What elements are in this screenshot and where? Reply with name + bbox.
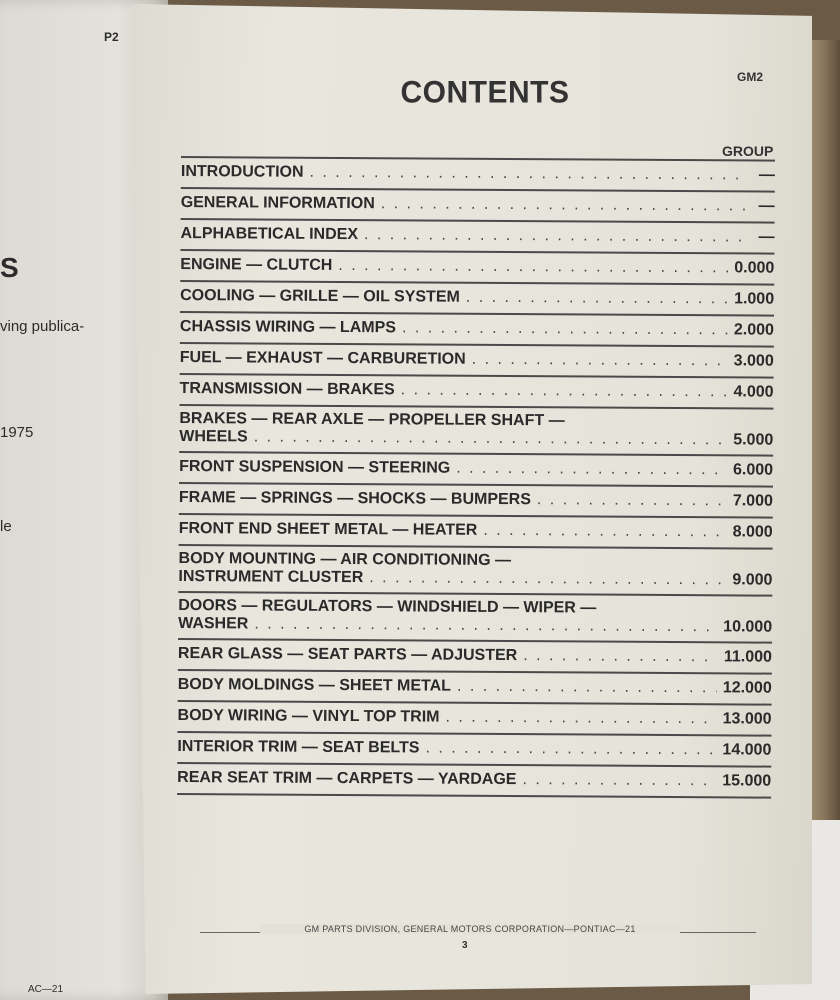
page-title: CONTENTS (400, 75, 570, 110)
toc-entry-group: 2.000 (733, 321, 774, 339)
dot-leader (364, 226, 749, 246)
dot-leader (401, 381, 728, 401)
toc-entry-title: COOLING — GRILLE — OIL SYSTEM (180, 286, 460, 306)
toc-entry-title: INTERIOR TRIM — SEAT BELTS (177, 737, 420, 757)
toc-entry (180, 218, 774, 253)
left-page-heading-fragment: S (0, 252, 19, 283)
table-of-contents (177, 156, 775, 799)
toc-entry (179, 451, 773, 486)
toc-entry-group: 8.000 (732, 523, 773, 541)
toc-entry-group: 11.000 (723, 648, 773, 666)
dot-leader (310, 164, 749, 185)
toc-entry-title-continued: WHEELS (179, 427, 248, 446)
toc-entry-title: TRANSMISSION — BRAKES (179, 379, 395, 399)
toc-entry (181, 187, 775, 222)
toc-entry-group: — (758, 228, 775, 246)
toc-entry-group: 9.000 (732, 571, 773, 589)
dot-leader (537, 491, 727, 510)
toc-entry-title: FUEL — EXHAUST — CARBURETION (179, 348, 466, 368)
toc-entry-group: 3.000 (733, 352, 774, 370)
toc-entry-group: 10.000 (723, 618, 773, 636)
toc-entry (181, 156, 775, 191)
dot-leader (483, 522, 726, 541)
dot-leader (402, 319, 728, 339)
toc-entry-group: — (758, 166, 775, 184)
toc-entry (180, 249, 774, 284)
toc-entry (178, 638, 772, 673)
toc-entry (179, 373, 773, 408)
dot-leader (381, 195, 749, 215)
dot-leader (445, 709, 716, 729)
toc-entry-title: BODY MOUNTING — AIR CONDITIONING — (178, 549, 512, 570)
dot-leader (466, 289, 728, 309)
toc-entry (180, 280, 774, 315)
toc-entry-title: ALPHABETICAL INDEX (180, 224, 359, 244)
toc-entry-title: CHASSIS WIRING — LAMPS (179, 317, 397, 337)
dot-leader (254, 615, 717, 636)
group-column-header: GROUP (722, 143, 774, 159)
toc-entry-title-continued: INSTRUMENT CLUSTER (178, 567, 364, 587)
toc-entry-title: DOORS — REGULATORS — WINDSHIELD — WIPER — (178, 596, 597, 617)
dot-leader (369, 569, 726, 589)
toc-entry-title: BODY WIRING — VINYL TOP TRIM (177, 706, 440, 726)
toc-entry-title: BODY MOLDINGS — SHEET METAL (177, 675, 452, 695)
dot-leader (254, 428, 728, 449)
toc-entry-group: 13.000 (722, 710, 772, 728)
page-footer: GM PARTS DIVISION, GENERAL MOTORS CORPORATION—PONTIAC—21 (260, 924, 680, 934)
toc-entry-title: INTRODUCTION (180, 162, 304, 181)
toc-entry-title: REAR GLASS — SEAT PARTS — ADJUSTER (177, 644, 518, 665)
toc-entry-group: 6.000 (732, 461, 774, 479)
toc-entry-title: FRAME — SPRINGS — SHOCKS — BUMPERS (178, 488, 531, 509)
toc-entry (180, 311, 774, 346)
left-page-text-fragment: ving publica- (0, 318, 85, 335)
page-number: 3 (462, 940, 468, 951)
toc-entry-group: 4.000 (733, 383, 774, 401)
toc-entry-group: 5.000 (733, 431, 774, 449)
toc-entry-group: 1.000 (734, 290, 775, 308)
toc-entry-title: BRAKES — REAR AXLE — PROPELLER SHAFT — (179, 409, 565, 430)
toc-entry-group: 14.000 (722, 741, 772, 759)
toc-entry (178, 591, 772, 642)
toc-entry-title: REAR SEAT TRIM — CARPETS — YARDAGE (177, 768, 517, 789)
toc-entry (178, 669, 772, 704)
toc-entry-group: — (758, 197, 775, 215)
toc-entry (179, 404, 773, 455)
dot-leader (456, 460, 727, 480)
dot-leader (523, 647, 718, 666)
toc-entry (180, 342, 774, 377)
left-page-text-fragment: 1975 (0, 424, 34, 441)
toc-entry (177, 700, 771, 735)
dot-leader (472, 351, 728, 371)
toc-entry (179, 513, 773, 548)
toc-entry-group: 12.000 (722, 679, 772, 697)
left-page-footer-fragment: AC—21 (28, 984, 64, 995)
toc-entry-title: ENGINE — CLUTCH (180, 255, 333, 274)
left-page-text-fragment: le (0, 518, 12, 535)
dot-leader (338, 257, 728, 277)
toc-entry-title: FRONT END SHEET METAL — HEATER (178, 519, 478, 539)
toc-entry-title: FRONT SUSPENSION — STEERING (179, 457, 451, 477)
left-page-code: P2 (104, 30, 119, 44)
toc-entry-title-continued: WASHER (178, 614, 249, 633)
toc-entry (178, 544, 772, 595)
toc-entry (179, 482, 773, 517)
toc-entry-group: 0.000 (734, 259, 775, 277)
page-code: GM2 (737, 70, 764, 84)
toc-entry-group: 15.000 (722, 772, 772, 790)
toc-entry-title: GENERAL INFORMATION (180, 193, 375, 213)
dot-leader (457, 678, 717, 698)
toc-entry-group: 7.000 (732, 492, 773, 510)
dot-leader (522, 771, 716, 790)
toc-entry (177, 731, 771, 766)
toc-entry (177, 762, 771, 797)
dot-leader (425, 740, 716, 760)
